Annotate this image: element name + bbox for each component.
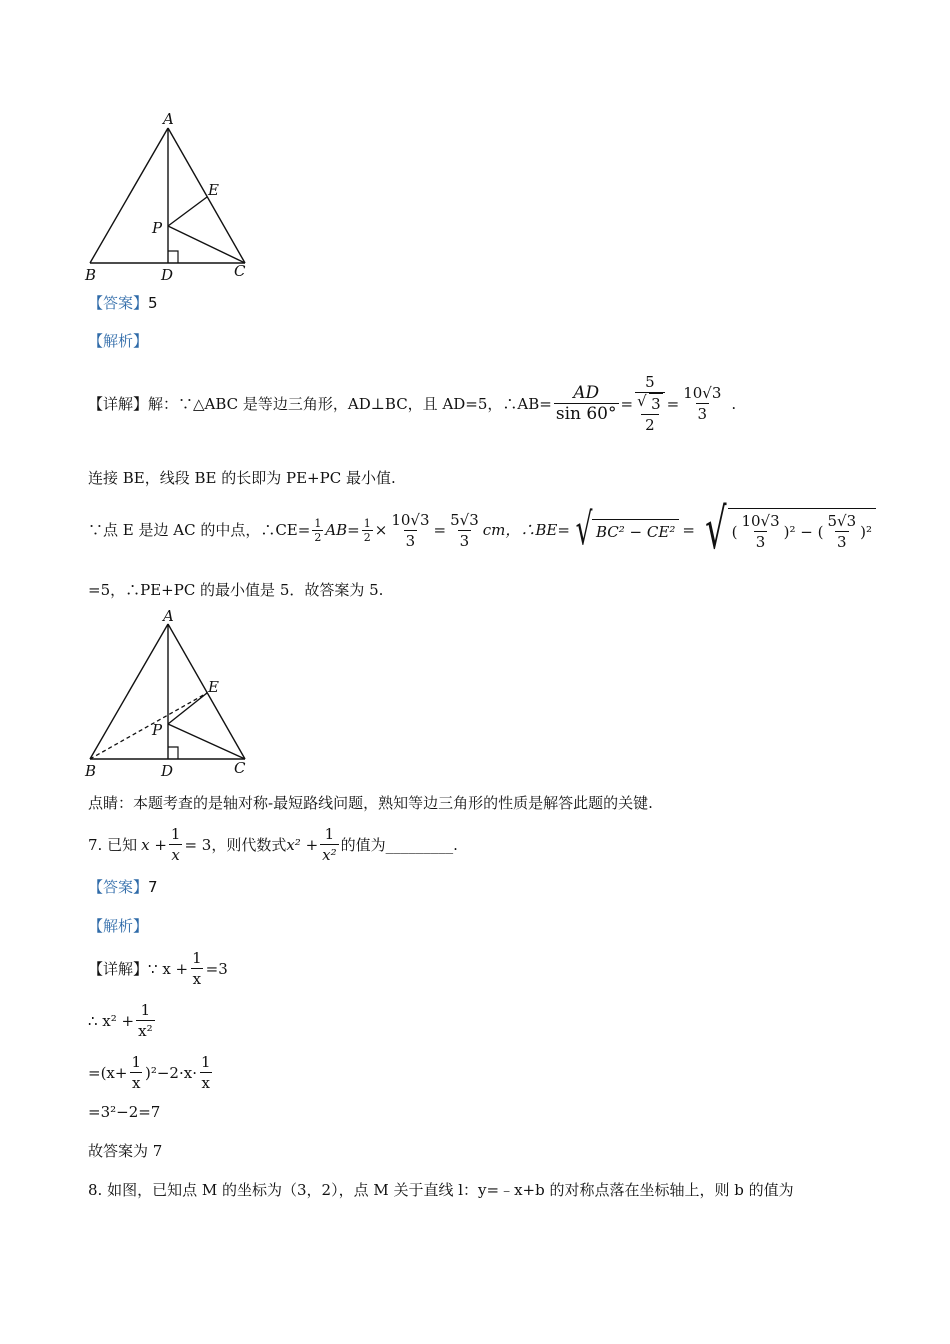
label-A: A	[163, 607, 174, 625]
label-P: P	[152, 219, 163, 237]
root-bc2-ce2: BC² − CE²	[592, 519, 679, 542]
q6-detail-line2: 连接 BE，线段 BE 的长即为 PE+PC 最小值.	[88, 469, 396, 487]
label-B: B	[85, 266, 97, 284]
q6-comment: 点睛：本题考查的是轴对称-最短路线问题，熟知等边三角形的性质是解答此题的关键.	[88, 794, 653, 812]
q7-step1: 【详解】 ∵ x + $\frac{1}{x}$ =3	[88, 949, 228, 988]
q6-detail-line1: 【详解】 解：∵△ABC 是等边三角形，AD⊥BC，且 AD=5，∴AB= $\frac{AD}{\sin 60^\circ}$ = 5 √ 3 2 = $\frac{10√3}{3}$ .	[88, 372, 736, 435]
label-E: E	[208, 678, 219, 696]
q7-step2: ∴ x² + $\frac{1}{\text{x²}}$	[88, 1001, 153, 1040]
q6-detail-line3: ∵点 E 是边 AC 的中点，∴CE= $\frac{1}{2}$ AB= $\frac{1}{2}$ × $\frac{10√3}{3}$ = $\frac{5√3}{3}$ cm，∴BE= √ BC² − CE² = √ ( $\frac{10√3}{3}$ )² − ( $\frac{5√3}{3}$ )²	[88, 508, 876, 552]
frac-ad-sin60: $\frac{AD}{\sin 60^\circ}$	[555, 383, 617, 424]
frac-5-over-root3-over-2: 5 √ 3 2	[635, 372, 665, 435]
label-C: C	[234, 262, 246, 280]
q6-analysis-tag: 【解析】	[88, 332, 149, 350]
triangle-figure-2	[80, 606, 260, 784]
root-expression: ( $\frac{10√3}{3}$ )² − ( $\frac{5√3}{3}$ )²	[728, 508, 876, 552]
q7-analysis-tag: 【解析】	[88, 917, 149, 935]
q7-prompt: 7. 已知 x + $\frac{1}{x}$ = 3 ，则代数式 x² + $\frac{1}{\text{x²}}$ 的值为_________.	[88, 825, 458, 864]
q6-answer: 【答案】5	[88, 294, 158, 312]
q8-prompt: 8. 如图，已知点 M 的坐标为（3，2），点 M 关于直线 l：y=﹣x+b 的对称点落在坐标轴上，则 b 的值为	[88, 1181, 794, 1199]
label-A: A	[163, 110, 174, 128]
label-B: B	[85, 762, 97, 780]
q6-detail-line4: =5，∴PE+PC 的最小值是 5．故答案为 5.	[88, 581, 384, 599]
label-P: P	[152, 721, 163, 739]
q7-conclusion: 故答案为 7	[88, 1142, 163, 1160]
frac-10root3-over-3: $\frac{10√3}{3}$	[683, 384, 722, 423]
label-E: E	[208, 181, 219, 199]
triangle-figure-1	[80, 108, 260, 286]
label-C: C	[234, 759, 246, 777]
q7-answer: 【答案】7	[88, 878, 158, 896]
label-D: D	[161, 266, 174, 284]
q7-step3: =(x+ $\frac{1}{x}$ )²−2·x· $\frac{1}{x}$	[88, 1053, 211, 1092]
q7-step4: =3²−2=7	[88, 1103, 161, 1121]
label-D: D	[161, 762, 174, 780]
